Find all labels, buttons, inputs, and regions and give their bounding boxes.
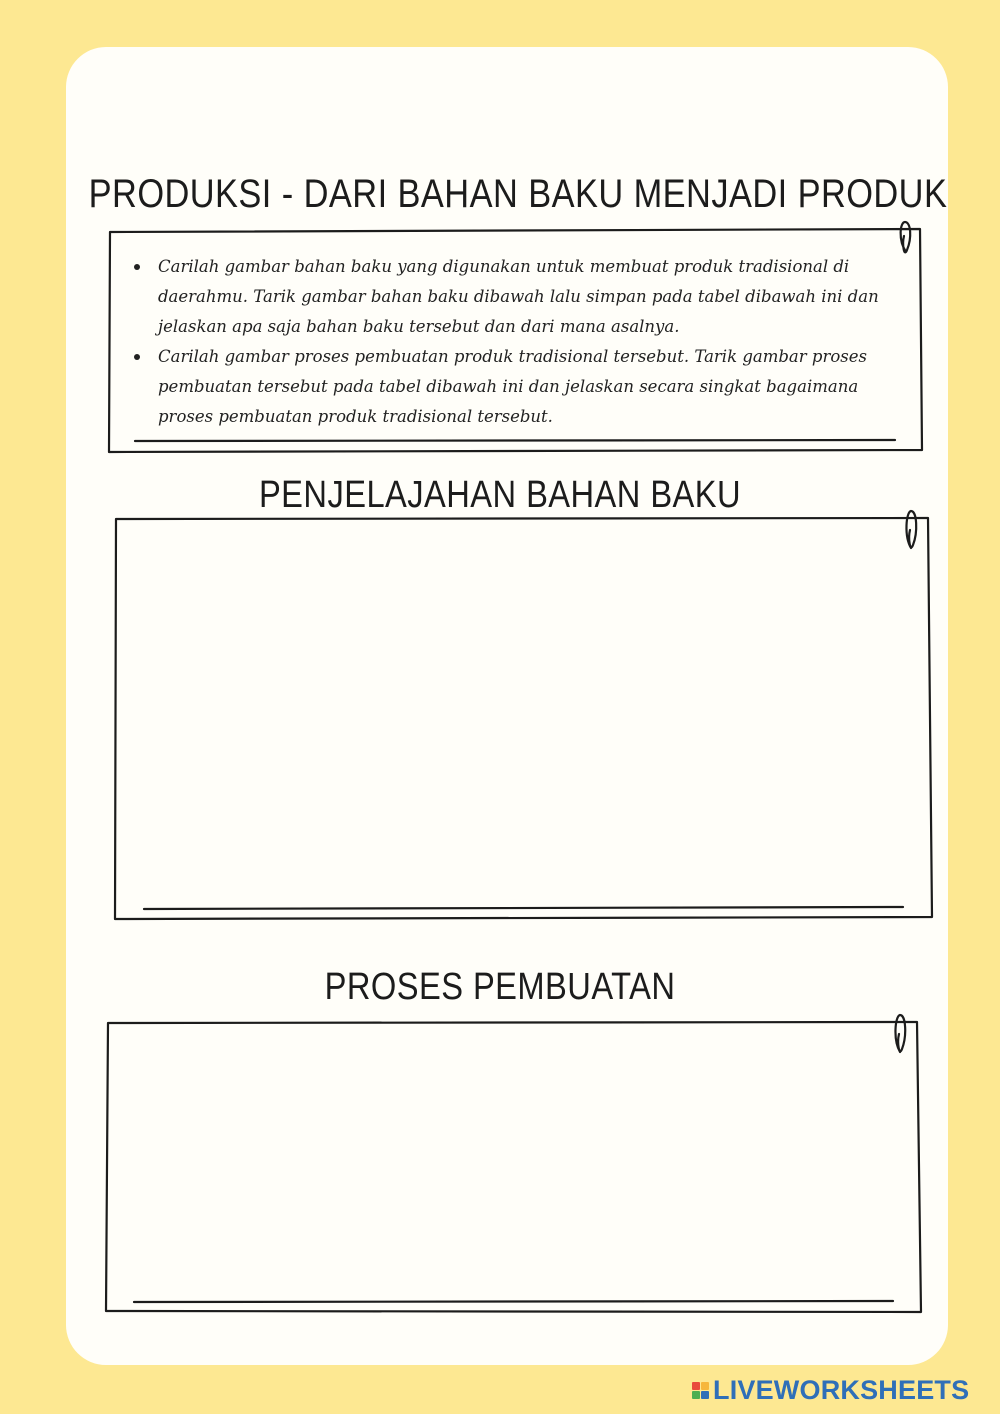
instruction-list bbox=[130, 252, 910, 432]
page-title: PRODUKSI - DARI BAHAN BAKU MENJADI PRODUK bbox=[88, 172, 948, 216]
liveworksheets-logo-icon bbox=[692, 1382, 709, 1399]
bullet-icon bbox=[134, 354, 140, 360]
instruction-text: Carilah gambar proses pembuatan produk tradisional tersebut. Tarik gambar proses pembuatan tersebut pada tabel dibawah ini dan jelaskan secara singkat bagaimana proses pembuatan produk tradisional tersebut. bbox=[158, 347, 867, 426]
liveworksheets-brand bbox=[692, 1374, 969, 1406]
section2-box-underline bbox=[134, 1301, 893, 1302]
instruction-item bbox=[130, 252, 910, 342]
raw-materials-drop-area[interactable] bbox=[124, 528, 914, 906]
brand-name: LIVEWORKSHEETS bbox=[713, 1374, 970, 1405]
process-drop-area[interactable] bbox=[114, 1032, 908, 1296]
instruction-item bbox=[130, 342, 910, 432]
section1-title: PENJELAJAHAN BAHAN BAKU bbox=[258, 474, 742, 516]
section1-box-underline bbox=[144, 907, 903, 909]
paperclip-icon bbox=[901, 222, 911, 252]
instruction-text: Carilah gambar bahan baku yang digunakan untuk membuat produk tradisional di daerahmu. Tarik gambar bahan baku dibawah lalu simpan pada tabel dibawah ini dan jelaskan apa saja bahan baku tersebut dan dari mana asalnya. bbox=[158, 257, 879, 336]
section2-title: PROSES PEMBUATAN bbox=[324, 966, 676, 1008]
instruction-box-underline bbox=[135, 440, 895, 441]
bullet-icon bbox=[134, 264, 140, 270]
